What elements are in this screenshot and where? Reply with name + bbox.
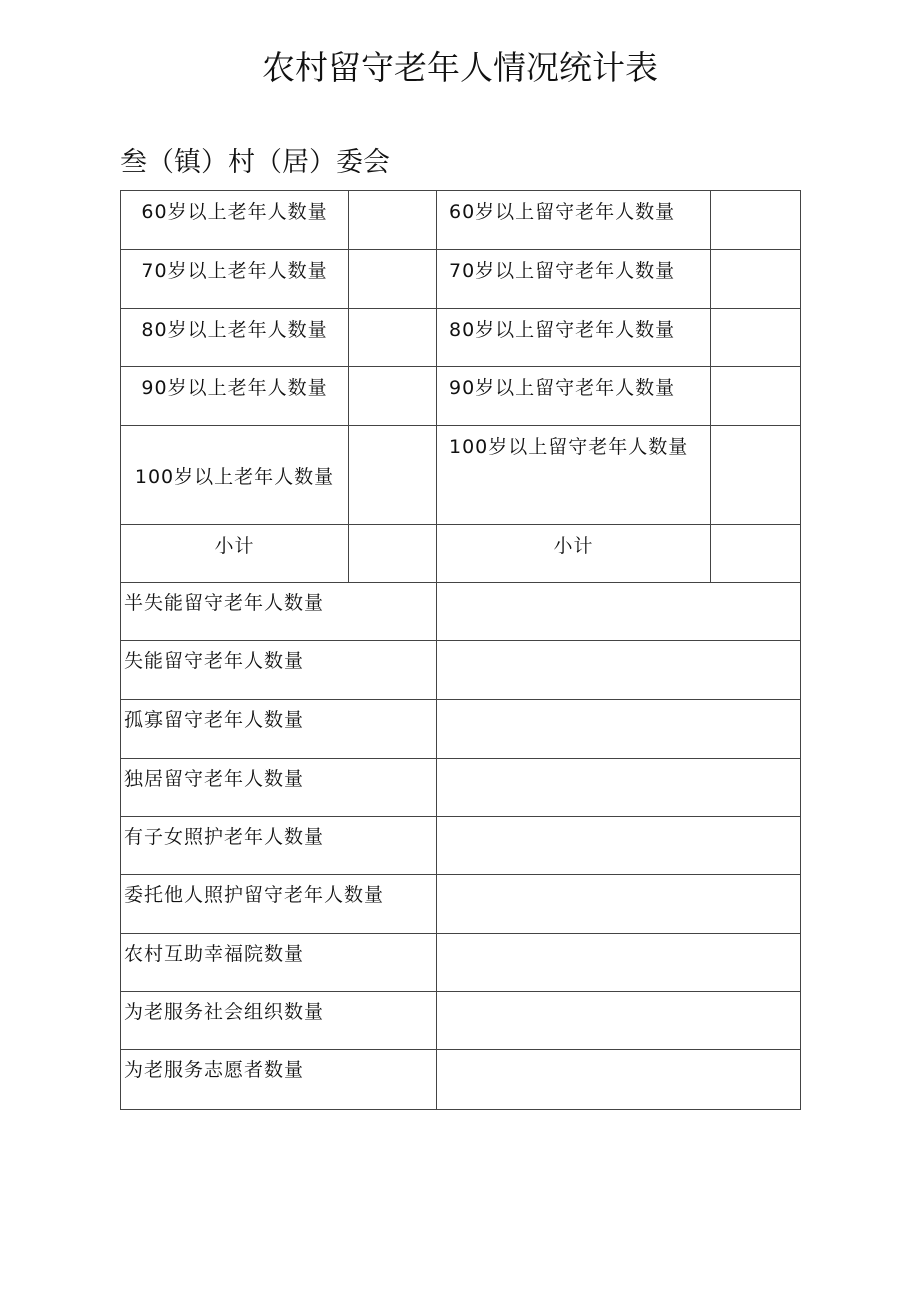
service-org-label: 为老服务社会组织数量 — [121, 992, 437, 1050]
entrusted-care-label: 委托他人照护留守老年人数量 — [121, 875, 437, 934]
age-90-label: 90岁以上老年人数量 — [121, 367, 349, 426]
children-care-label: 有子女照护老年人数量 — [121, 817, 437, 875]
age-90-value-cell[interactable] — [349, 367, 437, 426]
age-100-value-cell[interactable] — [349, 426, 437, 525]
semi-disabled-value-cell[interactable] — [437, 583, 801, 641]
subtotal-right-label: 小计 — [437, 525, 711, 583]
table-row — [121, 875, 801, 934]
subtotal-left-label: 小计 — [121, 525, 349, 583]
table-row — [121, 1050, 801, 1110]
age-60-left-behind-value-cell[interactable] — [711, 191, 801, 250]
age-60-label: 60岁以上老年人数量 — [121, 191, 349, 250]
happiness-home-value-cell[interactable] — [437, 934, 801, 992]
table-row — [121, 250, 801, 309]
age-90-left-behind-label: 90岁以上留守老年人数量 — [437, 367, 711, 426]
age-90-left-behind-value-cell[interactable] — [711, 367, 801, 426]
service-org-value-cell[interactable] — [437, 992, 801, 1050]
age-100-left-behind-value-cell[interactable] — [711, 426, 801, 525]
age-80-value-cell[interactable] — [349, 309, 437, 367]
document-title: 农村留守老年人情况统计表 — [262, 48, 658, 87]
disabled-label: 失能留守老年人数量 — [121, 641, 437, 700]
disabled-value-cell[interactable] — [437, 641, 801, 700]
village-committee-label: 叁（镇）村（居）委会 — [120, 147, 390, 178]
living-alone-value-cell[interactable] — [437, 759, 801, 817]
age-70-label: 70岁以上老年人数量 — [121, 250, 349, 309]
table-row — [121, 525, 801, 583]
children-care-value-cell[interactable] — [437, 817, 801, 875]
age-100-label: 100岁以上老年人数量 — [121, 426, 349, 525]
semi-disabled-label: 半失能留守老年人数量 — [121, 583, 437, 641]
table-row — [121, 583, 801, 641]
statistics-table — [120, 190, 801, 1110]
age-100-left-behind-label: 100岁以上留守老年人数量 — [437, 426, 711, 525]
table-row — [121, 641, 801, 700]
widowed-value-cell[interactable] — [437, 700, 801, 759]
table-row — [121, 992, 801, 1050]
age-70-value-cell[interactable] — [349, 250, 437, 309]
age-60-value-cell[interactable] — [349, 191, 437, 250]
table-row — [121, 309, 801, 367]
table-row — [121, 191, 801, 250]
table-row — [121, 367, 801, 426]
table-row — [121, 759, 801, 817]
entrusted-care-value-cell[interactable] — [437, 875, 801, 934]
table-row — [121, 934, 801, 992]
subtotal-left-value-cell[interactable] — [349, 525, 437, 583]
living-alone-label: 独居留守老年人数量 — [121, 759, 437, 817]
widowed-label: 孤寡留守老年人数量 — [121, 700, 437, 759]
volunteer-value-cell[interactable] — [437, 1050, 801, 1110]
age-80-left-behind-value-cell[interactable] — [711, 309, 801, 367]
table-row — [121, 426, 801, 525]
age-80-label: 80岁以上老年人数量 — [121, 309, 349, 367]
age-60-left-behind-label: 60岁以上留守老年人数量 — [437, 191, 711, 250]
volunteer-label: 为老服务志愿者数量 — [121, 1050, 437, 1110]
table-row — [121, 817, 801, 875]
age-70-left-behind-value-cell[interactable] — [711, 250, 801, 309]
age-80-left-behind-label: 80岁以上留守老年人数量 — [437, 309, 711, 367]
table-row — [121, 700, 801, 759]
happiness-home-label: 农村互助幸福院数量 — [121, 934, 437, 992]
subtotal-right-value-cell[interactable] — [711, 525, 801, 583]
age-70-left-behind-label: 70岁以上留守老年人数量 — [437, 250, 711, 309]
